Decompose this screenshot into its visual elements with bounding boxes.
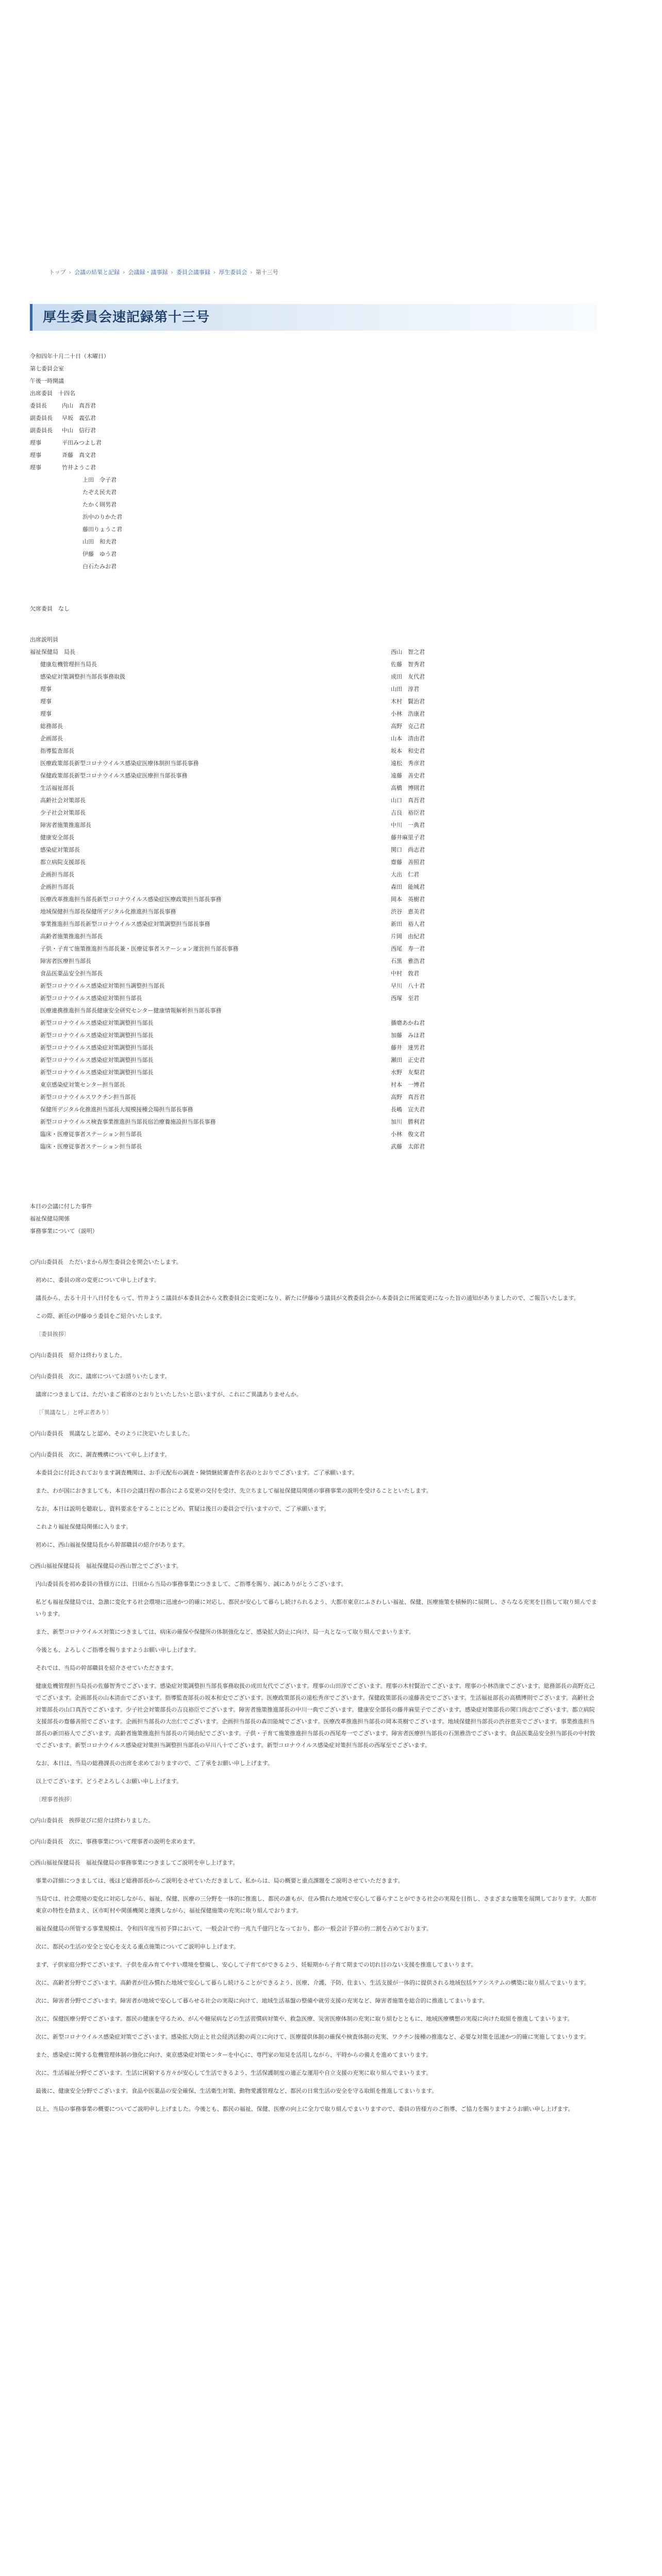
staff-title: 事業推進担当部長新型コロナウイルス感染症対策調整担当部長事務	[40, 921, 210, 927]
staff-person: 小林 浩康君	[391, 710, 425, 717]
staff-title: 新型コロナウイルス感染症対策調整担当部長	[40, 1020, 154, 1026]
speech-paragraph: 次に、高齢者分野でございます。高齢者が住み慣れた地域で安心して暮らし続けることができるよう、医療、介護、予防、住まい、生活支援が一体的に提供される地域包括ケアシステムの構築に取り組んでまいります。	[36, 1979, 590, 1986]
staff-row	[30, 918, 597, 930]
member-name: 内山 真吾君	[62, 402, 96, 409]
speech-paragraph: 福祉保健局の所管する事業規模は、令和四年度当初予算において、一般会計で約一兆九千億円となっており、都の一般会計予算の約二割を占めております。	[36, 1925, 432, 1932]
proceeding-note: 〔理事者挨拶〕	[36, 1796, 75, 1803]
member-role	[30, 561, 62, 573]
speech-paragraph: 次に、新型コロナウイルス感染症対策でございます。感染拡大防止と社会経済活動の両立に向けて、医療提供体制の確保や検査体制の充実、ワクチン接種の推進など、必要な対策を迅速かつ的確に実施してまいります。	[36, 2033, 590, 2040]
member-role	[30, 499, 62, 511]
member-name: たかく則男君	[82, 501, 117, 508]
staff-title: 新型コロナウイルス感染症対策調整担当部長	[40, 1069, 154, 1076]
staff-person: 藤井麻里子君	[391, 834, 425, 841]
staff-title: 新型コロナウイルス感染症対策調整担当部長	[40, 1057, 154, 1063]
member-role	[30, 511, 62, 523]
staff-row	[30, 832, 597, 844]
agenda-line2: 事務事業について（説明）	[30, 1228, 98, 1234]
member-role	[30, 548, 62, 561]
member-list	[30, 400, 597, 573]
staff-title: 感染症対策調整担当部長事務取扱	[40, 673, 125, 680]
staff-row	[30, 1066, 597, 1079]
staff-row	[30, 1005, 597, 1017]
staff-row	[30, 807, 597, 819]
staff-person: 関口 尚志君	[391, 846, 425, 853]
staff-title: 医療政策部長新型コロナウイルス感染症医療体制担当部長事務	[40, 760, 199, 767]
staff-row	[30, 708, 597, 720]
speech-paragraph: 次に、都民の生活の安全と安心を支える重点施策についてご説明申し上げます。	[36, 1943, 239, 1950]
speech-paragraph: 以上でございます。どうぞよろしくお願い申し上げます。	[36, 1778, 183, 1785]
staff-title: 障害者医療担当部長	[40, 958, 91, 964]
staff-row	[30, 1116, 597, 1128]
staff-title: 保健政策部長新型コロナウイルス感染症医療担当部長事務	[40, 772, 188, 779]
staff-title: 医療連携推進担当部長健康安全研究センター健康情報解析担当部長事務	[40, 1007, 222, 1014]
staff-row	[30, 720, 597, 733]
staff-row	[30, 893, 597, 906]
staff-row	[30, 1128, 597, 1141]
staff-title: 臨床・医療従事者ステーション担当部長	[40, 1143, 142, 1150]
speech-paragraph: 初めに、西山福祉保健局長から幹部職員の紹介があります。	[36, 1541, 189, 1548]
speaker-line: ○内山委員長 次に、事務事業について理事者の説明を求めます。	[30, 1838, 199, 1845]
staff-title: 保健所デジタル化推進担当部長大規模接種会場担当部長事務	[40, 1106, 193, 1113]
staff-person: 早川 八十君	[391, 982, 425, 989]
staff-title: 子供・子育て施策推進担当部長兼・医療従事者ステーション運営担当部長事務	[40, 945, 239, 952]
staff-person: 木村 賢治君	[391, 698, 425, 705]
speech-paragraph: 今後とも、よろしくご指導を賜りますようお願い申し上げます。	[36, 1647, 200, 1653]
member-row	[30, 474, 597, 486]
breadcrumb-link[interactable]: 委員会議事録	[176, 269, 210, 276]
agenda-heading: 本日の会議に付した事件	[30, 1203, 92, 1210]
member-row	[30, 486, 597, 499]
staff-title: 医療改革推進担当部長新型コロナウイルス感染症医療政策担当部長事務	[40, 896, 222, 903]
page-title-bar	[30, 304, 597, 331]
member-row	[30, 523, 597, 536]
staff-row	[30, 1017, 597, 1029]
speaker-line: ○内山委員長 挨拶並びに紹介は終わりました。	[30, 1817, 154, 1824]
staff-person: 遠藤 善史君	[391, 772, 425, 779]
member-role: 理事	[30, 464, 41, 471]
speech-paragraph: また、感染症に関する危機管理体制の強化に向け、東京感染症対策センターを中心に、専門家の知見を活用しながら、平時からの備えを進めてまいります。	[36, 2052, 432, 2058]
speech-paragraph: 議長から、去る十月十八日付をもって、竹井ようこ議員が本委員会から文教委員会に変更になり、新たに伊藤ゆう議員が文教委員会から本委員会に所属変更になった旨の通知がありましたので、ご報告いたします。	[36, 1295, 580, 1301]
speech-paragraph: この際、新任の伊藤ゆう委員をご紹介いたします。	[36, 1313, 166, 1319]
speech-paragraph: 最後に、健康安全分野でございます。食品や医薬品の安全確保、生活衛生対策、動物愛護管理など、都民の日常生活の安全を守る取組を推進してまいります。	[36, 2088, 438, 2094]
staff-person: 播磨あかね君	[391, 1020, 425, 1026]
staff-row	[30, 869, 597, 881]
agenda-line1: 福祉保健局関係	[30, 1215, 70, 1222]
staff-row	[30, 930, 597, 943]
member-name: 浜中のりかた君	[82, 514, 122, 520]
speech-paragraph: 当局では、社会環境の変化に対応しながら、福祉、保健、医療の三分野を一体的に推進し、都民の誰もが、住み慣れた地域で安心して暮らすことができる社会の実現を目指し、さまざまな施策を展開しております。大都市東京の特性を踏まえ、区市町村や関係機関と連携しながら、福祉保健施策の充実に取り組んでおります。	[36, 1895, 597, 1914]
speech-paragraph: 次に、障害者分野でございます。障害者が地域で安心して暮らせる社会の実現に向けて、地域生活基盤の整備や就労支援の充実など、障害者施策を総合的に推進してまいります。	[36, 1997, 488, 2004]
staff-row	[30, 906, 597, 918]
staff-title: 理事	[40, 686, 52, 692]
staff-row	[30, 1079, 597, 1091]
staff-person: 遠松 秀彦君	[391, 760, 425, 767]
speaker-line: ○西山福祉保健局長 福祉保健局の西山智之でございます。	[30, 1563, 182, 1569]
staff-title: 臨床・医療従事者ステーション担当部長	[40, 1131, 142, 1138]
breadcrumb-current: 第十三号	[255, 269, 278, 276]
breadcrumb-separator: ›	[171, 269, 173, 276]
speaker-line: ○内山委員長 紹介は終わりました。	[30, 1352, 126, 1359]
staff-title: 企画担当部長	[40, 884, 74, 890]
breadcrumb-separator: ›	[213, 269, 216, 276]
proceedings	[30, 1247, 597, 2121]
member-name: 藤田りょうこ君	[82, 526, 122, 533]
member-row	[30, 425, 597, 437]
staff-title: 新型コロナウイルス感染症対策調整担当部長	[40, 1032, 154, 1039]
staff-title: 感染症対策部長	[40, 846, 80, 853]
staff-title: 生活福祉部長	[40, 785, 74, 791]
member-row	[30, 561, 597, 573]
breadcrumb-separator: ›	[250, 269, 253, 276]
member-name: 上田 令子君	[82, 477, 117, 483]
staff-person: 瀬田 正史君	[391, 1057, 425, 1063]
staff-row	[30, 980, 597, 992]
staff-title: 新型コロナウイルス感染症対策担当調整担当部長	[40, 982, 165, 989]
staff-title: 新型コロナウイルス検査事業推進担当部長宿泊療養施設担当部長事務	[40, 1118, 216, 1125]
staff-person: 高野 真吾君	[391, 1094, 425, 1100]
staff-person: 長嶋 宣夫君	[391, 1106, 425, 1113]
staff-person: 齋藤 善照君	[391, 859, 425, 866]
member-name: 竹井ようこ君	[62, 464, 96, 471]
member-role	[30, 536, 62, 548]
staff-title: 企画部長	[40, 735, 63, 742]
staff-person: 高野 克己君	[391, 723, 425, 730]
member-name: 平田みつよし君	[62, 439, 102, 446]
breadcrumb-link[interactable]: 会議録・議事録	[128, 269, 168, 276]
member-role	[30, 523, 62, 536]
staff-row	[30, 955, 597, 968]
staff-row	[30, 856, 597, 869]
absent-members	[30, 603, 597, 615]
attendance-count: 出席委員 十四名	[30, 390, 75, 397]
speech-paragraph: 次に、生活福祉分野でございます。生活に困窮する方々が安心して生活できるよう、生活保護制度の適正な運用や自立支援の充実に取り組んでまいります。	[36, 2070, 432, 2076]
speech-paragraph: 以上、当局の事務事業の概要についてご説明申し上げました。今後とも、都民の福祉、保健、医療の向上に全力で取り組んでまいりますので、委員の皆様方のご指導、ご協力を賜りますようお願い申し上げます。	[36, 2106, 574, 2112]
member-name: 白石たみお君	[82, 563, 117, 570]
staff-title: 少子社会対策部長	[40, 809, 86, 816]
speech-paragraph: これより福祉保健局関係に入ります。	[36, 1523, 132, 1530]
member-row	[30, 449, 597, 462]
staff-title: 食品医薬品安全担当部長	[40, 970, 103, 977]
agenda	[30, 1200, 597, 1238]
member-role	[30, 474, 62, 486]
staff-title: 高齢社会対策部長	[40, 797, 86, 804]
staff-person: 加藤 みほ君	[391, 1032, 425, 1039]
member-row	[30, 462, 597, 474]
staff-person: 水野 友梨君	[391, 1069, 425, 1076]
staff-person: 加川 勝利君	[391, 1118, 425, 1125]
staff-title: 新型コロナウイルス感染症対策調整担当部長	[40, 1044, 154, 1051]
staff-person: 西塚 至君	[391, 995, 419, 1002]
staff-section	[30, 634, 597, 1153]
staff-person: 中村 敦君	[391, 970, 419, 977]
member-role: 副委員長	[30, 415, 53, 421]
staff-person: 片岡 由紀君	[391, 933, 425, 940]
member-role	[30, 486, 62, 499]
breadcrumb	[49, 268, 616, 276]
staff-person: 山口 真吾君	[391, 797, 425, 804]
staff-person: 村本 一博君	[391, 1081, 425, 1088]
staff-row	[30, 1042, 597, 1054]
staff-person: 坂本 和史君	[391, 748, 425, 754]
staff-row-dept	[30, 646, 597, 658]
member-name: 早坂 義弘君	[62, 415, 96, 421]
staff-title: 指導監査部長	[40, 748, 74, 754]
staff-heading: 出席説明員	[30, 636, 58, 643]
member-row	[30, 499, 597, 511]
member-row	[30, 511, 597, 523]
staff-row	[30, 943, 597, 955]
staff-person: 山田 淳君	[391, 686, 419, 692]
speech-paragraph: 本委員会に付託されております調査機関は、お手元配布の調査・陳情継続審査件名表のとおりでございます。ご了承願います。	[36, 1469, 358, 1476]
staff-row	[30, 733, 597, 745]
speaker-line: ○内山委員長 次に、議席についてお諮りいたします。	[30, 1373, 171, 1380]
staff-row	[30, 757, 597, 770]
staff-row	[30, 968, 597, 980]
page-title: 厚生委員会速記録第十三号	[43, 310, 210, 325]
staff-row	[30, 819, 597, 832]
staff-person	[391, 1005, 545, 1017]
proceeding-note: 〔「異議なし」と呼ぶ者あり〕	[36, 1409, 112, 1416]
member-row	[30, 536, 597, 548]
meeting-info	[30, 350, 597, 400]
speech-paragraph: 事業の詳細につきましては、後ほど総務部長からご説明をさせていただきまして、私からは、局の概要と重点課題をご説明させていただきます。	[36, 1877, 404, 1884]
staff-row	[30, 745, 597, 757]
speaker-line: ○内山委員長 次に、調査機構について申し上げます。	[30, 1451, 171, 1458]
staff-row	[30, 683, 597, 696]
staff-row	[30, 770, 597, 782]
staff-row	[30, 1054, 597, 1066]
meeting-room: 第七委員会室	[30, 365, 64, 372]
staff-row	[30, 696, 597, 708]
member-row	[30, 437, 597, 449]
staff-row	[30, 1104, 597, 1116]
breadcrumb-link[interactable]: トップ	[49, 269, 66, 276]
staff-row	[30, 782, 597, 794]
staff-person: 中川 一典君	[391, 822, 425, 828]
staff-row	[30, 992, 597, 1005]
staff-row	[30, 881, 597, 893]
staff-title: 企画担当部長	[40, 871, 74, 878]
staff-person: 小林 俊文君	[391, 1131, 425, 1138]
member-name: 伊藤 ゆう君	[82, 551, 117, 557]
staff-title: 東京感染症対策センター担当部長	[40, 1081, 125, 1088]
speech-paragraph: また、わが国におきましても、本日の会議日程の都合による変更の交付を受け、先立ちまして福祉保健局関係の事務事業の説明を受けることといたします。	[36, 1487, 432, 1494]
staff-dept: 福祉保健局 局長	[30, 649, 75, 655]
speech-paragraph: 健康危機管理担当局長の佐藤智秀でございます。感染症対策調整担当部長事務取扱の成田友代でございます。理事の山田淳でございます。理事の木村賢治でございます。理事の小林浩康でございます。総務部長の高野克己でございます。企画部長の山本清由でございます。指導監査部長の坂本和史でございます。医療政策部長の遠松秀彦でございます。保健政策部長の遠藤善史でございます。生活福祉部長の高橋博則でございます。高齢社会対策部長の山口真吾でございます。少子社会対策部長の吉良裕臣でございます。障害者施策推進部長の中川一典でございます。健康安全部長の藤井麻里子でございます。感染症対策部長の関口尚志でございます。都立病院支援部長の齋藤善照でございます。企画担当部長の大出仁でございます。企画担当部長の森田能城でございます。医療改革推進担当部長の岡本英樹でございます。地域保健担当部長の渋谷恵美でございます。事業推進担当部長の新田裕人でございます。高齢者施策推進担当部長の片岡由紀でございます。子供・子育て施策推進担当部長の西尾寿一でございます。障害者医療担当部長の石黒雅浩でございます。食品医薬品安全担当部長の中村敦でございます。新型コロナウイルス感染症対策担当調整担当部長の早川八十でございます。新型コロナウイルス感染症対策担当部長の西塚至でございます。	[36, 1683, 595, 1749]
speaker-line: ○西山福祉保健局長 福祉保健局の事務事業につきましてご説明を申し上げます。	[30, 1859, 239, 1866]
speech-paragraph: また、新型コロナウイルス対策につきましては、病床の確保や保健所の体制強化など、感染拡大防止に向け、局一丸となって取り組んでまいります。	[36, 1629, 415, 1635]
proceeding-note: 〔委員挨拶〕	[36, 1331, 70, 1337]
speaker-line: ○内山委員長 異議なしと認め、そのように決定いたしました。	[30, 1430, 194, 1437]
staff-title: 理事	[40, 698, 52, 705]
meeting-start: 午後一時開議	[30, 378, 64, 384]
member-name: 斉藤 真文君	[62, 452, 96, 459]
member-role: 委員長	[30, 402, 47, 409]
breadcrumb-link[interactable]: 厚生委員会	[219, 269, 247, 276]
staff-title: 障害者施策推進部長	[40, 822, 91, 828]
breadcrumb-link[interactable]: 会議の結果と記録	[74, 269, 120, 276]
member-row	[30, 400, 597, 412]
member-role: 理事	[30, 439, 41, 446]
staff-row	[30, 1091, 597, 1104]
speech-paragraph: なお、本日は説明を聴取し、資料要求をすることにとどめ、質疑は後日の委員会で行いますので、ご了承願います。	[36, 1505, 330, 1512]
staff-title: 地域保健担当部長保健所デジタル化推進担当部長事務	[40, 908, 176, 915]
speech-paragraph: 議席につきましては、ただいまご着席のとおりといたしたいと思いますが、これにご異議ありませんか。	[36, 1391, 302, 1398]
staff-title: 健康危機管理担当局長	[40, 661, 97, 668]
member-name: たぞえ民夫君	[82, 489, 117, 496]
staff-title: 理事	[40, 710, 52, 717]
staff-person: 大出 仁君	[391, 871, 419, 878]
absent-text: 欠席委員 なし	[30, 605, 70, 612]
staff-title: 新型コロナウイルスワクチン担当部長	[40, 1094, 136, 1100]
member-name: 中山 信行君	[62, 427, 96, 434]
staff-person: 高橋 博則君	[391, 785, 425, 791]
staff-person: 石黒 雅浩君	[391, 958, 425, 964]
staff-person: 山本 清由君	[391, 735, 425, 742]
breadcrumb-separator: ›	[69, 269, 72, 276]
staff-row	[30, 658, 597, 671]
staff-person: 成田 友代君	[391, 673, 425, 680]
staff-row	[30, 1029, 597, 1042]
staff-title: 総務部長	[40, 723, 63, 730]
staff-person: 岡本 英樹君	[391, 896, 425, 903]
speech-paragraph: なお、本日は、当局の総務課長の出席を求めておりますので、ご了承をお願い申し上げます。	[36, 1760, 273, 1767]
staff-person: 西尾 寿一君	[391, 945, 425, 952]
speech-paragraph: 次に、保健医療分野でございます。都民の健康を守るため、がんや糖尿病などの生活習慣病対策や、救急医療、災害医療体制の充実に取り組むとともに、地域医療構想の実現に向けた取組を推進してまいります。	[36, 2015, 573, 2022]
staff-title: 新型コロナウイルス感染症対策担当部長	[40, 995, 142, 1002]
breadcrumb-separator: ›	[123, 269, 125, 276]
staff-title: 高齢者施策推進担当部長	[40, 933, 103, 940]
member-row	[30, 412, 597, 425]
staff-row	[30, 1141, 597, 1153]
staff-person: 吉良 裕臣君	[391, 809, 425, 816]
member-role: 副委員長	[30, 427, 53, 434]
speech-paragraph: 私ども福祉保健局では、急激に変化する社会環境に迅速かつ的確に対応し、都民が安心して暮らし続けられるよう、大都市東京にふさわしい福祉、保健、医療施策を積極的に展開し、さらなる充実を目指して取り組んでまいります。	[36, 1599, 597, 1617]
member-row	[30, 548, 597, 561]
speech-paragraph: それでは、当局の幹部職員を紹介させていただきます。	[36, 1665, 177, 1671]
staff-dept-person: 西山 智之君	[391, 649, 425, 655]
staff-person: 佐藤 智秀君	[391, 661, 425, 668]
staff-person: 渋谷 恵美君	[391, 908, 425, 915]
member-name: 山田 和夫君	[82, 538, 117, 545]
staff-person: 武藤 太郎君	[391, 1143, 425, 1150]
staff-row	[30, 794, 597, 807]
staff-person: 藤井 達男君	[391, 1044, 425, 1051]
staff-row	[30, 671, 597, 683]
speech-paragraph: まず、子供家庭分野でございます。子供を産み育てやすい環境を整備し、安心して子育てができるよう、妊娠期から子育て期までの切れ目のない支援を推進してまいります。	[36, 1961, 477, 1968]
member-role: 理事	[30, 452, 41, 459]
speech-paragraph: 内山委員長を初め委員の皆様方には、日頃から当局の事務事業につきまして、ご指導を賜り、誠にありがとうございます。	[36, 1581, 347, 1587]
staff-row	[30, 844, 597, 856]
staff-person: 森田 能城君	[391, 884, 425, 890]
staff-person: 新田 裕人君	[391, 921, 425, 927]
staff-title: 都立病院支援部長	[40, 859, 86, 866]
speaker-line: ○内山委員長 ただいまから厚生委員会を開会いたします。	[30, 1259, 182, 1265]
meeting-date: 令和四年十月二十日（木曜日）	[30, 353, 109, 360]
speech-paragraph: 初めに、委員の席の変更について申し上げます。	[36, 1277, 160, 1283]
staff-title: 健康安全部長	[40, 834, 74, 841]
